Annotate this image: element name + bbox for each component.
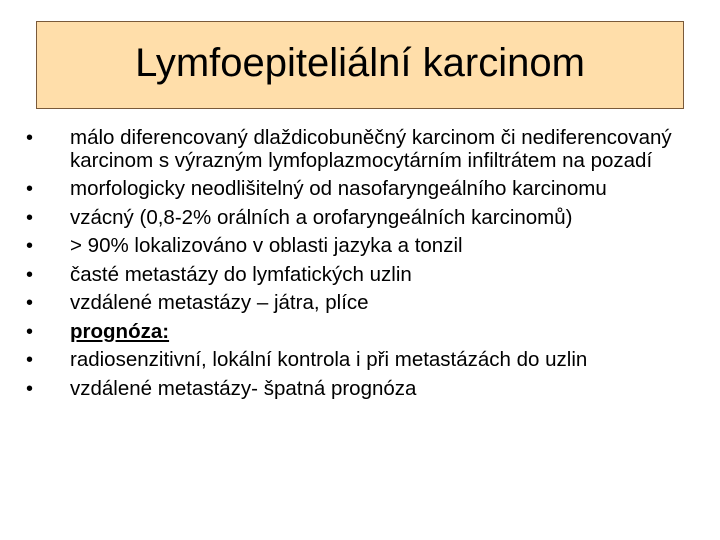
- bullet-item: [26, 349, 706, 372]
- bullet-text: morfologicky neodlišitelný od nasofaryngeálního karcinomu: [70, 177, 607, 200]
- slide-title-box: [36, 21, 684, 109]
- bullet-item: [26, 235, 706, 258]
- bullet-dot-icon: •: [26, 377, 34, 400]
- bullet-dot-icon: •: [26, 292, 34, 314]
- bullet-list: [26, 127, 706, 406]
- bullet-text: > 90% lokalizováno v oblasti jazyka a tonzil: [70, 234, 463, 257]
- prognosis-heading: prognóza:: [70, 319, 170, 343]
- bullet-text: vzdálené metastázy- špatná prognóza: [70, 376, 417, 400]
- bullet-text: málo diferencovaný dlaždicobuněčný karcinom či nediferencovaný karcinom s výrazným lymfoplazmocytárním infiltrátem na pozadí: [70, 126, 672, 172]
- bullet-item: [26, 207, 706, 230]
- bullet-dot-icon: •: [26, 349, 34, 371]
- bullet-item: [26, 321, 706, 344]
- bullet-item: [26, 264, 706, 287]
- bullet-dot-icon: •: [26, 178, 34, 200]
- bullet-dot-icon: •: [26, 263, 34, 286]
- bullet-item: [26, 378, 706, 401]
- bullet-dot-icon: •: [26, 320, 34, 343]
- bullet-dot-icon: •: [26, 127, 34, 149]
- bullet-text: časté metastázy do lymfatických uzlin: [70, 262, 412, 286]
- bullet-dot-icon: •: [26, 235, 34, 257]
- bullet-item: [26, 178, 706, 201]
- bullet-text: radiosenzitivní, lokální kontrola i při metastázách do uzlin: [70, 348, 588, 371]
- bullet-text: vzdálené metastázy – játra, plíce: [70, 291, 369, 314]
- bullet-text: vzácný (0,8-2% orálních a orofaryngeálních karcinomů): [70, 205, 573, 229]
- slide-title: Lymfoepiteliální karcinom: [135, 41, 585, 85]
- bullet-item: [26, 127, 706, 172]
- bullet-dot-icon: •: [26, 206, 34, 229]
- bullet-item: [26, 292, 706, 315]
